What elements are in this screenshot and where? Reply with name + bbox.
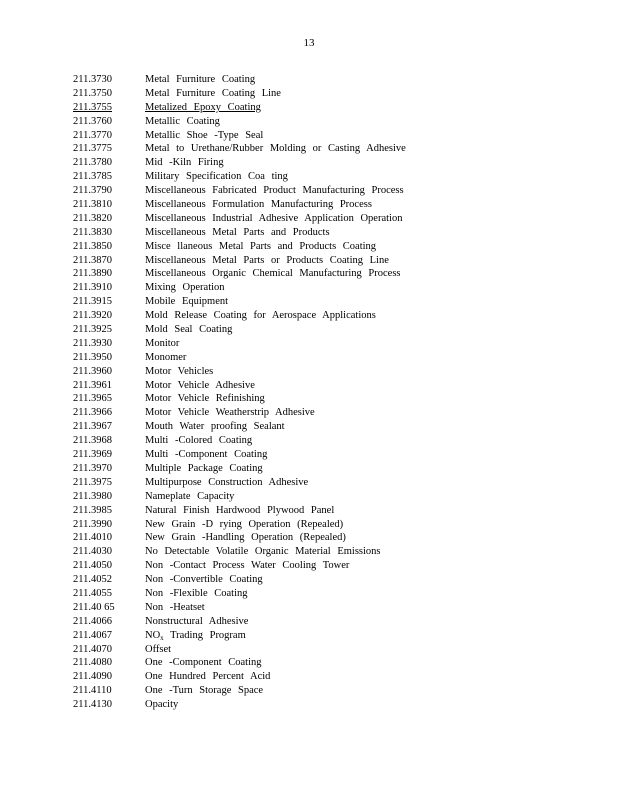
- list-item: [73, 601, 493, 615]
- defined-term: Metal Furniture Coating Line: [145, 87, 281, 99]
- defined-term: Metal to Urethane/Rubber Molding or Casting Adhesive: [145, 143, 406, 155]
- list-item: [73, 615, 493, 629]
- list-item: [73, 434, 493, 448]
- section-number: 211.3925: [73, 324, 112, 336]
- list-item: [73, 184, 493, 198]
- list-item: [73, 323, 493, 337]
- defined-term: Non -Heatset: [145, 601, 205, 613]
- section-number: 211.3970: [73, 462, 112, 474]
- defined-term: Nonstructural Adhesive: [145, 615, 249, 627]
- list-item: [73, 170, 493, 184]
- list-item: [73, 698, 493, 712]
- defined-term: Motor Vehicle Refinishing: [145, 393, 265, 405]
- section-number: 211.4010: [73, 532, 112, 544]
- list-item: [73, 559, 493, 573]
- defined-term: Non -Flexible Coating: [145, 587, 248, 599]
- section-number: 211.3770: [73, 129, 112, 141]
- section-number: 211.40 65: [73, 601, 115, 613]
- defined-term: Monomer: [145, 351, 187, 363]
- section-number: 211.3890: [73, 268, 112, 280]
- defined-term: Multi -Component Coating: [145, 449, 268, 461]
- section-number: 211.3969: [73, 449, 112, 461]
- list-item: [73, 392, 493, 406]
- defined-term: Motor Vehicle Weatherstrip Adhesive: [145, 407, 315, 419]
- defined-term: Nameplate Capacity: [145, 490, 235, 502]
- page-number: 13: [303, 37, 315, 49]
- section-number: 211.3820: [73, 212, 112, 224]
- section-number: 211.4110: [73, 685, 112, 697]
- defined-term: One -Turn Storage Space: [145, 685, 264, 697]
- defined-term: Offset: [145, 643, 172, 655]
- defined-term: Miscellaneous Organic Chemical Manufacturing Process: [145, 268, 401, 280]
- section-number: 211.3760: [73, 115, 112, 127]
- list-item: [73, 420, 493, 434]
- defined-term: Mold Release Coating for Aerospace Applications: [145, 310, 376, 322]
- section-number: 211.4090: [73, 671, 112, 683]
- list-item: [73, 406, 493, 420]
- section-number: 211.4080: [73, 657, 112, 669]
- list-item: [73, 545, 493, 559]
- list-item: [73, 490, 493, 504]
- defined-term: Metallic Coating: [145, 115, 220, 127]
- defined-term: Mold Seal Coating: [145, 324, 233, 336]
- section-number: 211.3790: [73, 185, 112, 197]
- list-item: [73, 295, 493, 309]
- section-number: 211.4066: [73, 615, 112, 627]
- defined-term: Metallic Shoe -Type Seal: [145, 129, 264, 141]
- list-item: [73, 254, 493, 268]
- defined-term: Motor Vehicles: [145, 365, 214, 377]
- section-number: 211.4050: [73, 560, 112, 572]
- section-number: 211.3850: [73, 240, 112, 252]
- section-number: 211.3830: [73, 226, 112, 238]
- section-number: 211.3755: [73, 101, 112, 113]
- defined-term: Mixing Operation: [145, 282, 225, 294]
- section-number: 211.3985: [73, 504, 112, 516]
- defined-term: [145, 629, 493, 643]
- section-number: 211.3775: [73, 143, 112, 155]
- list-item: [73, 462, 493, 476]
- section-number: 211.4070: [73, 643, 112, 655]
- section-number: 211.3930: [73, 337, 112, 349]
- defined-term: Non -Convertible Coating: [145, 574, 263, 586]
- list-item: [73, 365, 493, 379]
- defined-term: One Hundred Percent Acid: [145, 671, 271, 683]
- list-item: [73, 212, 493, 226]
- section-number: 211.3966: [73, 407, 112, 419]
- defined-term: Multipurpose Construction Adhesive: [145, 476, 309, 488]
- list-item: [73, 670, 493, 684]
- list-item: [73, 448, 493, 462]
- section-number: 211.3980: [73, 490, 112, 502]
- defined-term: Military Specification Coa ting: [145, 171, 288, 183]
- defined-term: Metal Furniture Coating: [145, 74, 256, 85]
- list-item: [73, 87, 493, 101]
- list-item: [73, 587, 493, 601]
- term-subscript: x: [160, 633, 164, 642]
- term-suffix: Trading Program: [163, 629, 246, 641]
- defined-term: Miscellaneous Industrial Adhesive Application Operation: [145, 212, 403, 224]
- list-item: [73, 629, 493, 643]
- section-number: 211.3965: [73, 393, 112, 405]
- list-item: [73, 518, 493, 532]
- section-number: 211.4052: [73, 574, 112, 586]
- list-item: [73, 281, 493, 295]
- list-item: [73, 226, 493, 240]
- defined-term: No Detectable Volatile Organic Material Emissions: [145, 546, 381, 558]
- definitions-list: [73, 73, 493, 712]
- section-number: 211.4055: [73, 587, 112, 599]
- defined-term: Metalized Epoxy Coating: [145, 101, 261, 113]
- section-number: 211.4130: [73, 699, 112, 711]
- list-item: [73, 129, 493, 143]
- defined-term: Non -Contact Process Water Cooling Tower: [145, 560, 350, 572]
- list-item: [73, 198, 493, 212]
- section-number: 211.3785: [73, 171, 112, 183]
- defined-term: Opacity: [145, 699, 179, 711]
- section-number: 211.3870: [73, 254, 112, 266]
- defined-term: Multiple Package Coating: [145, 462, 263, 474]
- section-number: 211.4067: [73, 629, 112, 641]
- defined-term: One -Component Coating: [145, 657, 262, 669]
- section-number: 211.3750: [73, 87, 112, 99]
- list-item: [73, 531, 493, 545]
- list-item: [73, 573, 493, 587]
- section-number: 211.3910: [73, 282, 112, 294]
- list-item: [73, 684, 493, 698]
- section-number: 211.3968: [73, 435, 112, 447]
- section-number: 211.3920: [73, 310, 112, 322]
- defined-term: Monitor: [145, 337, 180, 349]
- defined-term: Miscellaneous Metal Parts or Products Coating Line: [145, 254, 389, 266]
- list-item: [73, 309, 493, 323]
- defined-term: Mouth Water proofing Sealant: [145, 421, 285, 433]
- list-item: [73, 142, 493, 156]
- defined-term: Miscellaneous Metal Parts and Products: [145, 226, 330, 238]
- defined-term: Mobile Equipment: [145, 296, 229, 308]
- list-item: [73, 476, 493, 490]
- defined-term: Misce llaneous Metal Parts and Products Coating: [145, 240, 377, 252]
- list-item: [73, 267, 493, 281]
- defined-term: Miscellaneous Formulation Manufacturing Process: [145, 199, 372, 211]
- section-number: 211.3730: [73, 74, 112, 85]
- defined-term: New Grain -Handling Operation (Repealed): [145, 532, 346, 544]
- list-item: [73, 115, 493, 129]
- defined-term: New Grain -D rying Operation (Repealed): [145, 518, 344, 530]
- section-number: 211.3967: [73, 421, 112, 433]
- defined-term: Natural Finish Hardwood Plywood Panel: [145, 504, 335, 516]
- section-number: 211.3780: [73, 157, 112, 169]
- section-number: 211.3915: [73, 296, 112, 308]
- list-item: [73, 240, 493, 254]
- section-number: 211.3950: [73, 351, 112, 363]
- list-item: [73, 656, 493, 670]
- section-number: 211.4030: [73, 546, 112, 558]
- list-item: [73, 337, 493, 351]
- list-item: [73, 643, 493, 657]
- section-number: 211.3960: [73, 365, 112, 377]
- list-item: [73, 351, 493, 365]
- defined-term: Motor Vehicle Adhesive: [145, 379, 255, 391]
- section-number: 211.3810: [73, 199, 112, 211]
- section-number: 211.3990: [73, 518, 112, 530]
- list-item: [73, 156, 493, 170]
- section-number: 211.3975: [73, 476, 112, 488]
- defined-term: Mid -Kiln Firing: [145, 157, 224, 169]
- list-item: [73, 379, 493, 393]
- list-item: [73, 73, 493, 87]
- defined-term: Multi -Colored Coating: [145, 435, 253, 447]
- section-number: 211.3961: [73, 379, 112, 391]
- defined-term: Miscellaneous Fabricated Product Manufacturing Process: [145, 185, 404, 197]
- list-item: [73, 504, 493, 518]
- term-prefix: NO: [145, 629, 161, 641]
- list-item: [73, 101, 493, 115]
